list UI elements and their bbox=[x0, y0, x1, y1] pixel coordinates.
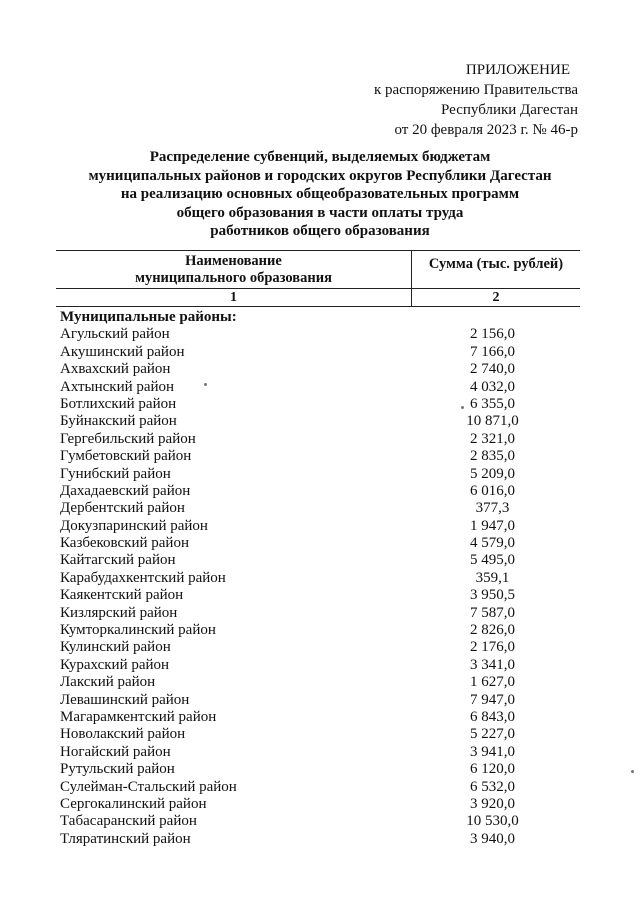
district-sum: 2 740,0 bbox=[470, 361, 515, 378]
table-row bbox=[56, 535, 580, 552]
appendix-block bbox=[374, 60, 578, 140]
district-sum: 6 016,0 bbox=[470, 482, 515, 499]
scan-speck bbox=[461, 406, 464, 409]
district-name: Гергебильский район bbox=[60, 430, 196, 447]
title-line: муниципальных районов и городских округов Республики Дагестан bbox=[88, 167, 552, 184]
table-row bbox=[56, 657, 580, 674]
district-sum: 7 947,0 bbox=[470, 691, 515, 708]
header-text: Наименование bbox=[185, 253, 282, 269]
table-row bbox=[56, 361, 580, 378]
district-name: Сергокалинский район bbox=[60, 795, 207, 812]
table-header bbox=[56, 250, 580, 289]
district-name: Докузпаринский район bbox=[60, 517, 208, 534]
district-name: Ногайский район bbox=[60, 743, 171, 760]
table-row bbox=[56, 326, 580, 343]
district-sum: 6 843,0 bbox=[470, 709, 515, 725]
scan-speck bbox=[631, 770, 634, 773]
district-name: Кулинский район bbox=[60, 639, 171, 656]
appendix-heading: ПРИЛОЖЕНИЕ bbox=[465, 62, 570, 78]
district-sum: 3 950,5 bbox=[470, 587, 515, 604]
table-row bbox=[56, 587, 580, 604]
district-sum: 1 627,0 bbox=[470, 674, 515, 691]
table-row bbox=[56, 779, 580, 796]
district-name: Кайтагский район bbox=[60, 552, 176, 569]
title-line: Распределение субвенций, выделяемых бюджетам bbox=[149, 149, 491, 165]
district-sum: 2 321,0 bbox=[470, 430, 515, 447]
district-sum: 359,1 bbox=[475, 569, 510, 586]
district-sum: 5 209,0 bbox=[470, 465, 515, 482]
district-name: Кизлярский район bbox=[60, 604, 178, 621]
title-line: работников общего образования bbox=[210, 223, 430, 240]
table-row bbox=[56, 413, 580, 430]
table-body bbox=[56, 326, 580, 848]
district-sum: 2 176,0 bbox=[470, 639, 515, 656]
table-row bbox=[56, 692, 580, 709]
title-line: общего образования в части оплаты труда bbox=[176, 204, 464, 221]
district-name: Магарамкентский район bbox=[60, 709, 217, 725]
district-name: Гумбетовский район bbox=[60, 448, 192, 465]
section-label: Муниципальные районы: bbox=[60, 309, 237, 325]
district-name: Левашинский район bbox=[60, 691, 190, 708]
table-row bbox=[56, 761, 580, 778]
district-name: Кумторкалинский район bbox=[60, 622, 216, 639]
district-name: Ботлихский район bbox=[60, 395, 177, 412]
district-name: Сулейман-Стальский район bbox=[60, 778, 237, 795]
district-sum: 10 530,0 bbox=[466, 813, 519, 830]
table-row bbox=[56, 570, 580, 587]
district-sum: 3 940,0 bbox=[470, 830, 515, 847]
district-sum: 10 871,0 bbox=[466, 413, 519, 430]
table-row bbox=[56, 396, 580, 413]
district-name: Дахадаевский район bbox=[60, 482, 191, 499]
district-sum: 6 532,0 bbox=[470, 778, 515, 795]
district-sum: 4 032,0 bbox=[470, 378, 515, 395]
table-row bbox=[56, 796, 580, 813]
district-name: Ахвахский район bbox=[60, 361, 171, 378]
table-row bbox=[56, 813, 580, 830]
district-name: Буйнакский район bbox=[60, 413, 177, 430]
district-sum: 6 120,0 bbox=[470, 761, 515, 778]
appendix-line: от 20 февраля 2023 г. № 46-р bbox=[394, 122, 578, 138]
district-sum: 4 579,0 bbox=[470, 535, 515, 552]
district-name: Тляратинский район bbox=[60, 830, 191, 847]
table-row bbox=[56, 726, 580, 743]
district-name: Каякентский район bbox=[60, 587, 184, 604]
table-row bbox=[56, 622, 580, 639]
scan-speck bbox=[204, 383, 207, 386]
table-row bbox=[56, 831, 580, 848]
table-row bbox=[56, 605, 580, 622]
appendix-line: к распоряжению Правительства bbox=[373, 82, 578, 98]
column-header-name bbox=[56, 251, 412, 288]
table-row bbox=[56, 448, 580, 465]
table-row bbox=[56, 518, 580, 535]
column-number-row bbox=[56, 289, 580, 307]
district-sum: 5 495,0 bbox=[470, 552, 515, 569]
district-sum: 2 835,0 bbox=[470, 448, 515, 465]
table-row bbox=[56, 344, 580, 361]
district-name: Лакский район bbox=[60, 674, 156, 691]
district-sum: 3 920,0 bbox=[470, 795, 515, 812]
district-sum: 377,3 bbox=[475, 500, 510, 517]
district-name: Карабудахкентский район bbox=[60, 569, 226, 586]
district-name: Гунибский район bbox=[60, 465, 171, 482]
district-sum: 6 355,0 bbox=[470, 395, 515, 412]
subvention-table bbox=[56, 250, 580, 848]
district-name: Казбековский район bbox=[60, 535, 189, 552]
table-row bbox=[56, 552, 580, 569]
table-row bbox=[56, 674, 580, 691]
district-name: Дербентский район bbox=[60, 500, 185, 517]
table-row bbox=[56, 744, 580, 761]
district-sum: 7 166,0 bbox=[470, 343, 515, 360]
district-sum: 2 156,0 bbox=[470, 326, 515, 343]
table-row bbox=[56, 500, 580, 517]
district-sum: 7 587,0 bbox=[470, 604, 515, 621]
table-row bbox=[56, 639, 580, 656]
table-row bbox=[56, 431, 580, 448]
table-row bbox=[56, 379, 580, 396]
district-name: Ахтынский район bbox=[60, 378, 175, 395]
appendix-line: Республики Дагестан bbox=[441, 102, 578, 118]
title-line: на реализацию основных общеобразовательных программ bbox=[120, 186, 520, 203]
district-sum: 3 341,0 bbox=[470, 656, 515, 673]
district-name: Табасаранский район bbox=[60, 813, 197, 830]
column-number-1: 1 bbox=[56, 289, 412, 306]
header-text: муниципального образования bbox=[135, 270, 332, 286]
district-sum: 2 826,0 bbox=[470, 622, 515, 639]
district-name: Курахский район bbox=[60, 656, 170, 673]
column-number-2: 2 bbox=[492, 290, 500, 305]
district-sum: 3 941,0 bbox=[470, 743, 515, 760]
column-header-sum: Сумма (тыс. рублей) bbox=[428, 256, 564, 272]
document-title bbox=[60, 148, 580, 241]
table-row bbox=[56, 466, 580, 483]
district-name: Рутульский район bbox=[60, 761, 175, 778]
district-sum: 5 227,0 bbox=[470, 726, 515, 743]
district-name: Новолакский район bbox=[60, 726, 186, 743]
district-name: Агульский район bbox=[60, 326, 170, 343]
district-name: Акушинский район bbox=[60, 343, 185, 360]
district-sum: 1 947,0 bbox=[470, 517, 515, 534]
table-row bbox=[56, 709, 580, 726]
table-row bbox=[56, 483, 580, 500]
